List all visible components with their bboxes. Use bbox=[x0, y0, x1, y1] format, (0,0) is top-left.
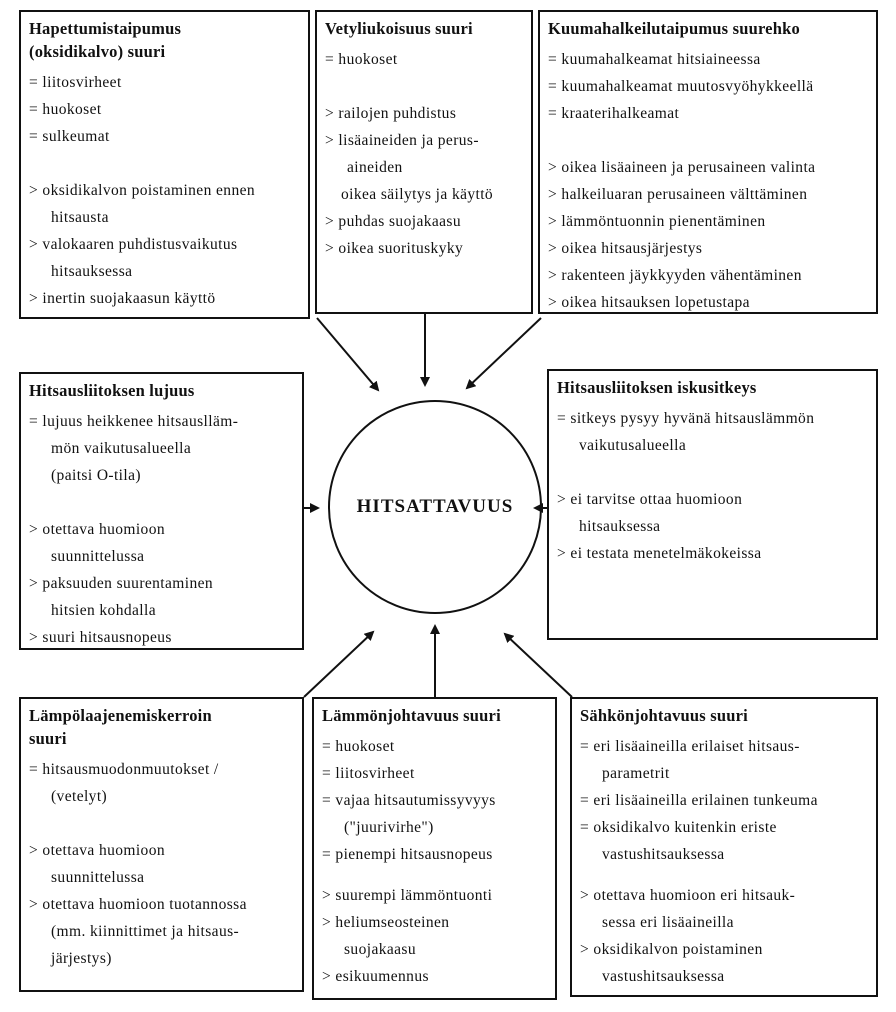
remedy-item-continuation: hitsien kohdalla bbox=[51, 602, 156, 619]
box-title-line-2: suuri bbox=[29, 729, 67, 748]
remedies-list bbox=[557, 486, 868, 567]
effect-item-continuation: (paitsi O-tila) bbox=[51, 467, 141, 484]
effect-item: = eri lisäaineilla erilainen tunkeuma bbox=[580, 792, 818, 809]
effect-item: = eri lisäaineilla erilaiset hitsaus- bbox=[580, 738, 800, 755]
remedy-item: > lämmöntuonnin pienentäminen bbox=[548, 213, 766, 230]
box-title-line-1: Hapettumistaipumus bbox=[29, 19, 182, 38]
remedy-item-continuation: hitsauksessa bbox=[579, 518, 661, 535]
effect-item-continuation: vastushitsauksessa bbox=[602, 846, 725, 863]
effect-item-continuation: (vetelyt) bbox=[51, 788, 108, 805]
box-thermal-expansion bbox=[19, 697, 304, 992]
effect-item-cont bbox=[557, 432, 868, 459]
remedy-item: > ei testata menetelmäkokeissa bbox=[557, 545, 762, 562]
remedy-item-cont bbox=[325, 181, 523, 208]
remedy-item-continuation: hitsauksessa bbox=[51, 263, 133, 280]
remedy-item: > otettava huomioon bbox=[29, 842, 166, 859]
effect-item-cont bbox=[580, 760, 868, 787]
effect-item: = sitkeys pysyy hyvänä hitsauslämmön bbox=[557, 410, 815, 427]
remedies-list bbox=[322, 882, 547, 990]
remedy-item: > suurempi lämmöntuonti bbox=[322, 887, 493, 904]
remedies-list bbox=[29, 177, 300, 312]
remedy-item-continuation: aineiden bbox=[347, 159, 403, 176]
effect-item-continuation: mön vaikutusalueella bbox=[51, 440, 192, 457]
effect-item-cont bbox=[29, 462, 294, 489]
remedy-item-cont bbox=[580, 909, 868, 936]
box-thermal-conductivity bbox=[312, 697, 557, 1000]
effect-item: = kuumahalkeamat muutosvyöhykkeellä bbox=[548, 78, 814, 95]
box-joint-strength bbox=[19, 372, 304, 650]
remedy-item: > ei tarvitse ottaa huomioon bbox=[557, 491, 743, 508]
effects-list bbox=[580, 733, 868, 868]
remedy-item: > otettava huomioon bbox=[29, 521, 166, 538]
arrow-from-top-right bbox=[467, 318, 541, 388]
remedy-item: > otettava huomioon tuotannossa bbox=[29, 896, 247, 913]
remedy-item-cont bbox=[322, 936, 547, 963]
effect-item: = pienempi hitsausnopeus bbox=[322, 846, 493, 863]
center-label: HITSATTAVUUS bbox=[356, 496, 514, 517]
effects-list bbox=[548, 46, 868, 127]
effects-list bbox=[29, 756, 294, 810]
remedy-item: > heliumseosteinen bbox=[322, 914, 450, 931]
remedy-item: > inertin suojakaasun käyttö bbox=[29, 290, 216, 307]
box-title: Vetyliukoisuus suuri bbox=[325, 19, 473, 38]
remedy-item-continuation: oikea säilytys ja käyttö bbox=[341, 186, 494, 203]
effect-item: = oksidikalvo kuitenkin eriste bbox=[580, 819, 777, 836]
remedy-item-continuation: järjestys) bbox=[51, 950, 112, 967]
remedy-item-cont bbox=[29, 204, 300, 231]
effect-item: = lujuus heikkenee hitsauslläm- bbox=[29, 413, 239, 430]
box-electrical-conductivity bbox=[570, 697, 878, 997]
effects-list bbox=[557, 405, 868, 459]
remedies-list bbox=[580, 882, 868, 990]
remedy-item-cont bbox=[29, 945, 294, 972]
box-hydrogen-solubility bbox=[315, 10, 533, 314]
box-hot-cracking-tendency bbox=[538, 10, 878, 314]
remedy-item-cont bbox=[29, 918, 294, 945]
remedy-item: > oikea hitsausjärjestys bbox=[548, 240, 703, 257]
effects-list bbox=[322, 733, 547, 868]
effect-item: = liitosvirheet bbox=[322, 765, 415, 782]
remedy-item: > railojen puhdistus bbox=[325, 105, 457, 122]
box-impact-toughness bbox=[547, 369, 878, 640]
box-title bbox=[29, 17, 300, 63]
remedy-item: > oikea lisäaineen ja perusaineen valinta bbox=[548, 159, 816, 176]
remedy-item: > valokaaren puhdistusvaikutus bbox=[29, 236, 238, 253]
remedy-item-continuation: suojakaasu bbox=[344, 941, 417, 958]
remedy-item: > otettava huomioon eri hitsauk- bbox=[580, 887, 796, 904]
remedy-item-continuation: vastushitsauksessa bbox=[602, 968, 725, 985]
remedy-item: > paksuuden suurentaminen bbox=[29, 575, 214, 592]
effect-item: = huokoset bbox=[325, 51, 398, 68]
remedy-item-cont bbox=[29, 597, 294, 624]
effect-item: = vajaa hitsautumissyvyys bbox=[322, 792, 496, 809]
box-title-line-1: Lämpölaajenemiskerroin bbox=[29, 706, 212, 725]
remedy-item-cont bbox=[325, 154, 523, 181]
effect-item-cont bbox=[322, 814, 547, 841]
remedy-item-cont bbox=[580, 963, 868, 990]
effect-item: = liitosvirheet bbox=[29, 74, 122, 91]
effect-item-cont bbox=[29, 435, 294, 462]
box-oxidation-tendency bbox=[19, 10, 310, 319]
arrow-from-bottom-right bbox=[505, 634, 572, 697]
box-title-line-2: (oksidikalvo) suuri bbox=[29, 42, 166, 61]
remedy-item-continuation: suunnittelussa bbox=[51, 869, 145, 886]
remedy-item: > lisäaineiden ja perus- bbox=[325, 132, 479, 149]
effect-item: = sulkeumat bbox=[29, 128, 110, 145]
box-title bbox=[29, 704, 294, 750]
effect-item: = kraaterihalkeamat bbox=[548, 105, 680, 122]
remedy-item: > halkeiluaran perusaineen välttäminen bbox=[548, 186, 808, 203]
remedies-list bbox=[29, 516, 294, 651]
effects-list bbox=[29, 408, 294, 489]
remedy-item-continuation: (mm. kiinnittimet ja hitsaus- bbox=[51, 923, 240, 940]
effect-item-cont bbox=[29, 783, 294, 810]
effect-item-continuation: parametrit bbox=[602, 765, 670, 782]
remedy-item: > rakenteen jäykkyyden vähentäminen bbox=[548, 267, 802, 284]
remedy-item-cont bbox=[557, 513, 868, 540]
remedy-item: > puhdas suojakaasu bbox=[325, 213, 462, 230]
effect-item-cont bbox=[580, 841, 868, 868]
remedy-item-continuation: hitsausta bbox=[51, 209, 109, 226]
remedies-list bbox=[325, 100, 523, 262]
effect-item: = kuumahalkeamat hitsiaineessa bbox=[548, 51, 761, 68]
remedy-item: > oksidikalvon poistaminen bbox=[580, 941, 763, 958]
box-title: Lämmönjohtavuus suuri bbox=[322, 706, 501, 725]
remedy-item: > oikea suorituskyky bbox=[325, 240, 464, 257]
remedy-item-cont bbox=[29, 258, 300, 285]
box-title: Kuumahalkeilutaipumus suurehko bbox=[548, 19, 800, 38]
effect-item: = huokoset bbox=[322, 738, 395, 755]
arrow-from-bottom-left bbox=[304, 632, 373, 697]
effect-item: = hitsausmuodonmuutokset / bbox=[29, 761, 219, 778]
remedy-item: > esikuumennus bbox=[322, 968, 429, 985]
arrow-from-top-left bbox=[317, 318, 378, 390]
center-circle bbox=[328, 400, 542, 614]
effects-list bbox=[29, 69, 300, 150]
remedy-item-continuation: suunnittelussa bbox=[51, 548, 145, 565]
remedy-item: > oksidikalvon poistaminen ennen bbox=[29, 182, 256, 199]
box-title: Hitsausliitoksen lujuus bbox=[29, 381, 195, 400]
remedy-item: > oikea hitsauksen lopetustapa bbox=[548, 294, 750, 311]
remedy-item-cont bbox=[29, 864, 294, 891]
remedies-list bbox=[548, 154, 868, 316]
effect-item-continuation: ("juurivirhe") bbox=[344, 819, 434, 836]
effect-item-continuation: vaikutusalueella bbox=[579, 437, 687, 454]
remedies-list bbox=[29, 837, 294, 972]
box-title: Hitsausliitoksen iskusitkeys bbox=[557, 378, 757, 397]
remedy-item: > suuri hitsausnopeus bbox=[29, 629, 172, 646]
effect-item: = huokoset bbox=[29, 101, 102, 118]
box-title: Sähkönjohtavuus suuri bbox=[580, 706, 748, 725]
remedy-item-continuation: sessa eri lisäaineilla bbox=[602, 914, 734, 931]
remedy-item-cont bbox=[29, 543, 294, 570]
effects-list bbox=[325, 46, 523, 73]
